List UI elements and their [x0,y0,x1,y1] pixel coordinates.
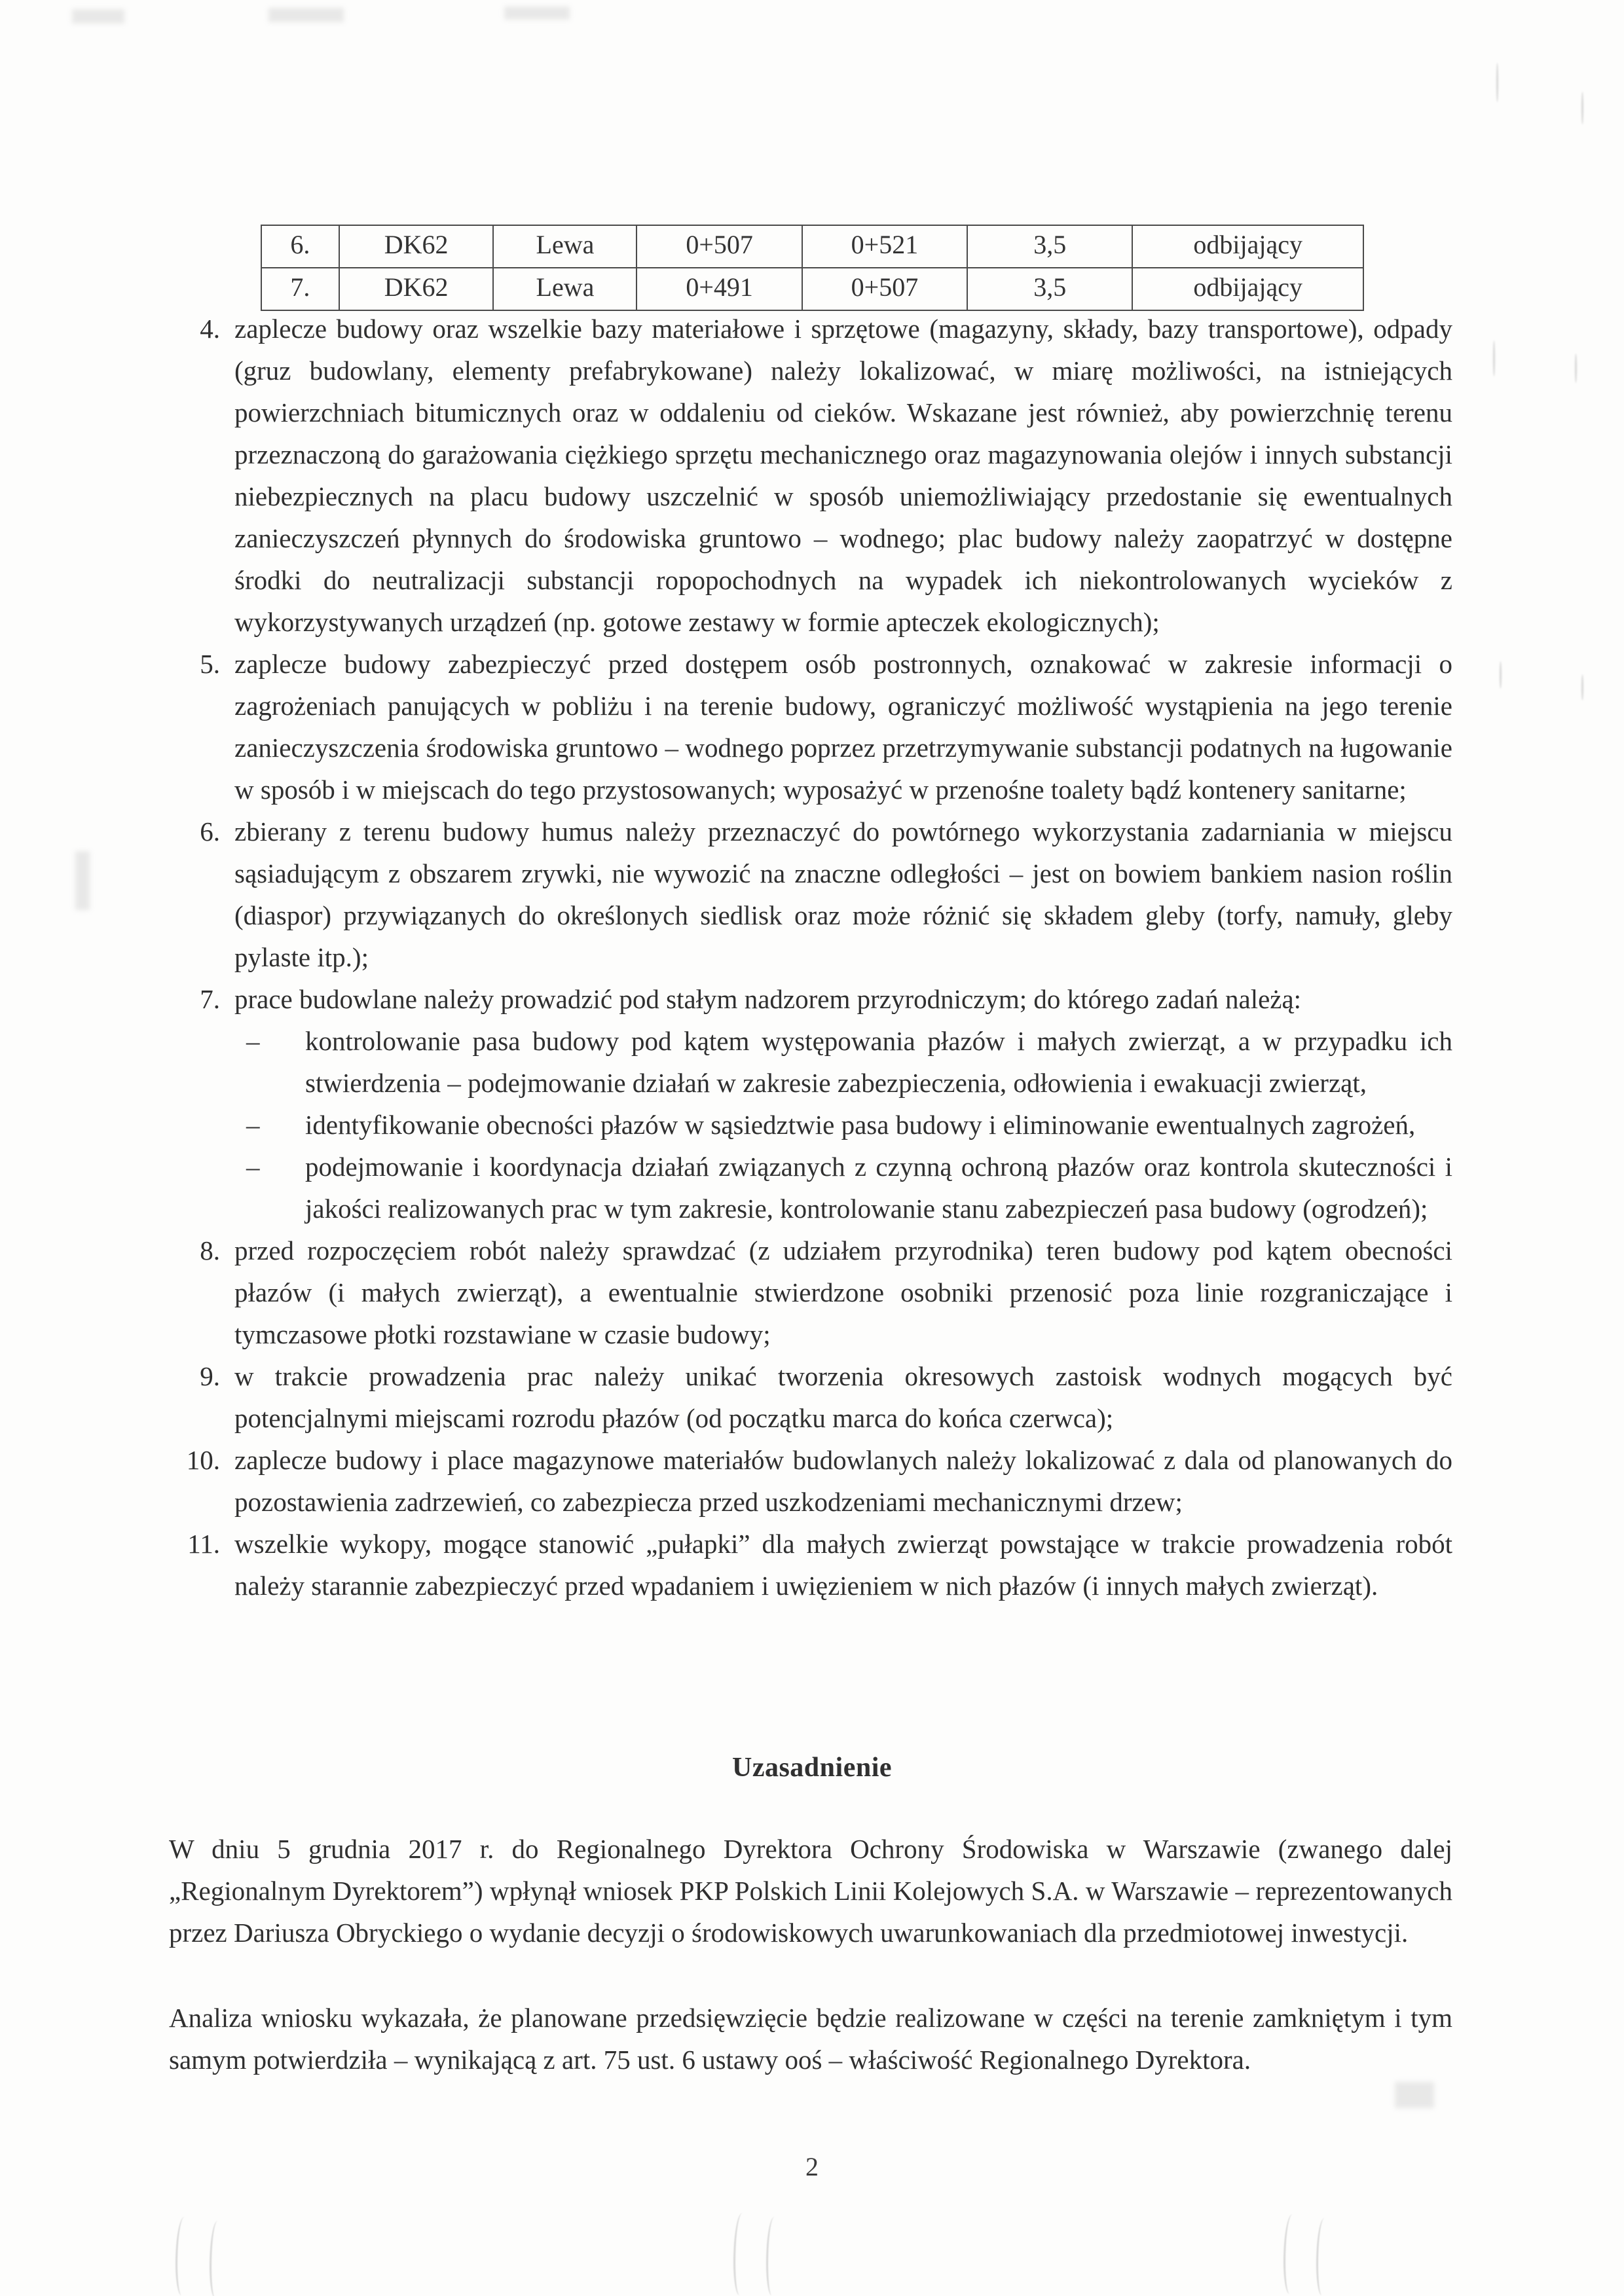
table-cell-km-od: 0+507 [637,225,802,268]
list-item [169,978,1452,1230]
page-number: 2 [805,2152,819,2181]
list-item [169,811,1452,978]
table-cell-wysokosc: 3,5 [967,225,1132,268]
list-item-marker: 9. [200,1361,220,1391]
table-cell-strona: Lewa [493,268,637,310]
list-item-text: przed rozpoczęciem robót należy sprawdzać (z udziałem przyrodnika) teren budowy pod kątem obecności płazów (i małych zwierząt), a ewentualnie stwierdzone osobniki przenosić poza linie rozgraniczające i tymczasowe płotki rozstawiane w czasie budowy; [234,1235,1452,1349]
sub-list-item [234,1104,1452,1146]
paragraph-analiza: Analiza wniosku wykazała, że planowane przedsięwzięcie będzie realizowane w części na terenie zamkniętym i tym samym potwierdziła – wynikającą z art. 75 ust. 6 ustawy ooś – właściwość Regionalnego Dyrektora. [169,2003,1452,2075]
table-cell-typ: odbijający [1132,225,1363,268]
list-item-marker: 6. [200,816,220,847]
list-item [169,1230,1452,1355]
sub-list [234,1020,1452,1230]
table-cell-droga: DK62 [339,268,494,310]
sub-list-item [234,1020,1452,1104]
scan-edge-mark [1493,340,1495,376]
table-cell-km-od: 0+491 [637,268,802,310]
scan-smudge [72,9,124,24]
scan-edge-mark [1581,674,1583,701]
table-row [261,268,1363,310]
list-item-marker: 11. [187,1529,220,1559]
scan-smudge [1395,2082,1434,2108]
scan-curl-artifact [766,2217,780,2295]
scan-curl-artifact [1316,2218,1330,2295]
list-item-text: zaplecze budowy i place magazynowe materiałów budowlanych należy lokalizować z dala od planowanych do pozostawienia zadrzewień, co zabezpiecza przed uszkodzeniami mechanicznymi drzew; [234,1445,1452,1517]
scan-smudge [268,8,344,22]
table-cell-droga: DK62 [339,225,494,268]
list-item [169,643,1452,811]
table-cell-wysokosc: 3,5 [967,268,1132,310]
list-item-text: wszelkie wykopy, mogące stanowić „pułapki” dla małych zwierząt powstające w trakcie prowadzenia robót należy starannie zabezpieczyć przed wpadaniem i uwięzieniem w nich płazów (i innych małych zwierząt). [234,1529,1452,1601]
section-heading-uzasadnienie: Uzasadnienie [731,1753,892,1783]
list-item-text: w trakcie prowadzenia prac należy unikać tworzenia okresowych zastoisk wodnych mogących być potencjalnymi miejscami rozrodu płazów (od początku marca do końca czerwca); [234,1361,1452,1433]
scan-curl-artifact [175,2217,191,2295]
route-table-container [261,225,1364,311]
list-item-marker: 7. [200,984,220,1014]
table-cell-strona: Lewa [493,225,637,268]
route-table-body [261,225,1363,310]
list-item-marker: 5. [200,649,220,679]
list-item [169,1439,1452,1523]
scan-edge-mark [1496,63,1498,102]
conditions-list [169,308,1452,1607]
list-item-text: zbierany z terenu budowy humus należy przeznaczyć do powtórnego wykorzystania zadarniania w miejscu sąsiadującym z obszarem zrywki, nie wywozić na znaczne odległości – jest on bowiem bankiem nasion roślin (diaspor) przywiązanych do określonych siedlisk oraz może różnić się składem gleby (torfy, namuły, gleby pylaste itp.); [234,816,1452,972]
list-item-marker: 4. [200,314,220,344]
scan-edge-mark [1581,92,1583,124]
list-item-marker: 8. [200,1235,220,1266]
table-cell-typ: odbijający [1132,268,1363,310]
scan-edge-mark [1575,354,1577,383]
list-item [169,1355,1452,1439]
list-item-marker: 10. [186,1445,220,1475]
sub-list-dash: – [246,1152,260,1182]
list-item [169,308,1452,643]
sub-list-item [234,1146,1452,1230]
list-item [169,1523,1452,1607]
list-item-text: zaplecze budowy zabezpieczyć przed dostępem osób postronnych, oznakować w zakresie informacji o zagrożeniach panujących w pobliżu i na terenie budowy, ograniczyć możliwość wystąpienia na jego terenie zanieczyszczenia środowiska gruntowo – wodnego poprzez przetrzymywanie substancji podatnych na ługowanie w sposób i w miejscach do tego przystosowanych; wyposażyć w przenośne toalety bądź kontenery sanitarne; [234,649,1452,805]
sub-list-item-text: identyfikowanie obecności płazów w sąsiedztwie pasa budowy i eliminowanie ewentualnych zagrożeń, [305,1110,1416,1140]
scan-smudge [504,7,570,20]
scan-smudge [75,851,90,910]
table-cell-km-do: 0+507 [802,268,967,310]
table-cell-lp: 6. [261,225,339,268]
sub-list-dash: – [246,1026,260,1056]
table-cell-lp: 7. [261,268,339,310]
sub-list-dash: – [246,1110,260,1140]
list-item-text: prace budowlane należy prowadzić pod stałym nadzorem przyrodniczym; do którego zadań należą: [234,984,1302,1014]
scan-curl-artifact [733,2213,748,2295]
table-cell-km-do: 0+521 [802,225,967,268]
sub-list-item-text: podejmowanie i koordynacja działań związanych z czynną ochroną płazów oraz kontrola skuteczności i jakości realizowanych prac w tym zakresie, kontrolowanie stanu zabezpieczeń pasa budowy (ogrodzeń); [305,1152,1452,1224]
conditions-list-container [169,308,1452,1607]
paragraph-wniosek: W dniu 5 grudnia 2017 r. do Regionalnego Dyrektora Ochrony Środowiska w Warszawie (zwanego dalej „Regionalnym Dyrektorem”) wpłynął wniosek PKP Polskich Linii Kolejowych S.A. w Warszawie – reprezentowanych przez Dariusza Obryckiego o wydanie decyzji o środowiskowych uwarunkowaniach dla przedmiotowej inwestycji. [169,1834,1452,1948]
route-table [261,225,1364,311]
sub-list-item-text: kontrolowanie pasa budowy pod kątem występowania płazów i małych zwierząt, a w przypadku ich stwierdzenia – podejmowanie działań w zakresie zabezpieczenia, odłowienia i ewakuacji zwierząt, [305,1026,1452,1098]
scan-curl-artifact [1283,2214,1299,2294]
scan-curl-artifact [210,2221,223,2296]
table-row [261,225,1363,268]
list-item-text: zaplecze budowy oraz wszelkie bazy materiałowe i sprzętowe (magazyny, składy, bazy transportowe), odpady (gruz budowlany, elementy prefabrykowane) należy lokalizować, w miarę możliwości, na istniejących powierzchniach bitumicznych oraz w oddaleniu od cieków. Wskazane jest również, aby powierzchnię terenu przeznaczoną do garażowania ciężkiego sprzętu mechanicznego oraz magazynowania olejów i innych substancji niebezpiecznych na placu budowy uszczelnić w sposób uniemożliwiający przedostanie się ewentualnych zanieczyszczeń płynnych do środowiska gruntowo – wodnego; plac budowy należy zaopatrzyć w dostępne środki do neutralizacji substancji ropopochodnych na wypadek ich niekontrolowanych wycieków z wykorzystywanych urządzeń (np. gotowe zestawy w formie apteczek ekologicznych); [234,314,1452,637]
scan-edge-mark [1500,661,1502,689]
